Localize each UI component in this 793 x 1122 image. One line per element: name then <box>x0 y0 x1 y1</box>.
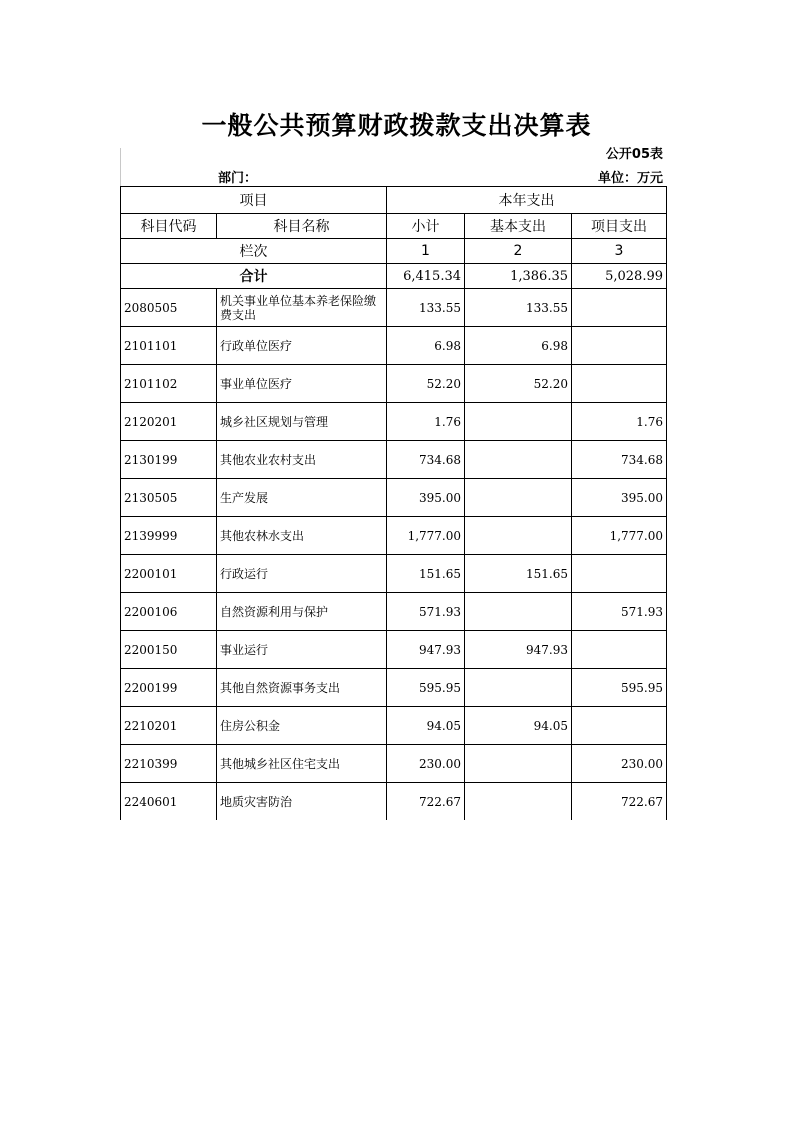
row-code: 2101101 <box>121 327 217 365</box>
row-basic <box>465 669 572 707</box>
row-basic <box>465 479 572 517</box>
table-row <box>121 403 667 441</box>
row-basic: 94.05 <box>465 707 572 745</box>
row-code: 2210201 <box>121 707 217 745</box>
row-basic <box>465 783 572 821</box>
table-row <box>121 783 667 821</box>
row-subtotal: 947.93 <box>387 631 465 669</box>
row-name: 其他农业农村支出 <box>217 441 387 479</box>
total-row <box>121 264 667 289</box>
row-basic <box>465 441 572 479</box>
unit-label: 单位：万元 <box>597 171 663 186</box>
row-code: 2130505 <box>121 479 217 517</box>
row-subtotal: 52.20 <box>387 365 465 403</box>
row-basic: 133.55 <box>465 289 572 327</box>
header-row-3 <box>121 239 667 264</box>
total-label: 合计 <box>121 264 387 289</box>
row-basic <box>465 593 572 631</box>
row-subtotal: 1.76 <box>387 403 465 441</box>
row-name: 行政单位医疗 <box>217 327 387 365</box>
row-basic: 947.93 <box>465 631 572 669</box>
row-project: 395.00 <box>572 479 667 517</box>
row-name: 生产发展 <box>217 479 387 517</box>
row-name: 其他农林水支出 <box>217 517 387 555</box>
table-row <box>121 631 667 669</box>
row-subtotal: 734.68 <box>387 441 465 479</box>
table-row <box>121 707 667 745</box>
header-basic: 基本支出 <box>465 214 572 239</box>
row-name: 事业运行 <box>217 631 387 669</box>
row-code: 2130199 <box>121 441 217 479</box>
row-project <box>572 365 667 403</box>
header-subtotal: 小计 <box>387 214 465 239</box>
department-label: 部门： <box>218 171 258 186</box>
row-project: 595.95 <box>572 669 667 707</box>
table-row <box>121 441 667 479</box>
row-project: 1,777.00 <box>572 517 667 555</box>
row-subtotal: 133.55 <box>387 289 465 327</box>
row-code: 2240601 <box>121 783 217 821</box>
total-subtotal: 6,415.34 <box>387 264 465 289</box>
row-project <box>572 327 667 365</box>
row-project: 1.76 <box>572 403 667 441</box>
table-row <box>121 479 667 517</box>
expenditure-table <box>120 186 667 820</box>
row-basic: 151.65 <box>465 555 572 593</box>
row-code: 2101102 <box>121 365 217 403</box>
row-code: 2210399 <box>121 745 217 783</box>
row-project: 722.67 <box>572 783 667 821</box>
table-row <box>121 669 667 707</box>
row-subtotal: 1,777.00 <box>387 517 465 555</box>
row-subtotal: 722.67 <box>387 783 465 821</box>
row-subtotal: 230.00 <box>387 745 465 783</box>
row-code: 2200199 <box>121 669 217 707</box>
column-label: 栏次 <box>121 239 387 264</box>
header-row-2 <box>121 214 667 239</box>
table-row <box>121 365 667 403</box>
row-project: 230.00 <box>572 745 667 783</box>
row-basic <box>465 745 572 783</box>
row-name: 住房公积金 <box>217 707 387 745</box>
row-project <box>572 707 667 745</box>
row-project: 571.93 <box>572 593 667 631</box>
row-name: 其他城乡社区住宅支出 <box>217 745 387 783</box>
row-subtotal: 6.98 <box>387 327 465 365</box>
row-code: 2139999 <box>121 517 217 555</box>
row-code: 2120201 <box>121 403 217 441</box>
row-subtotal: 595.95 <box>387 669 465 707</box>
row-code: 2200106 <box>121 593 217 631</box>
header-code: 科目代码 <box>121 214 217 239</box>
row-name: 地质灾害防治 <box>217 783 387 821</box>
form-number: 公开05表 <box>605 147 663 162</box>
row-project <box>572 555 667 593</box>
row-code: 2200150 <box>121 631 217 669</box>
row-basic: 52.20 <box>465 365 572 403</box>
row-name: 城乡社区规划与管理 <box>217 403 387 441</box>
total-basic: 1,386.35 <box>465 264 572 289</box>
header-name: 科目名称 <box>217 214 387 239</box>
row-basic <box>465 403 572 441</box>
col-2: 2 <box>465 239 572 264</box>
row-basic: 6.98 <box>465 327 572 365</box>
row-code: 2080505 <box>121 289 217 327</box>
header-project-exp: 项目支出 <box>572 214 667 239</box>
row-name: 事业单位医疗 <box>217 365 387 403</box>
col-3: 3 <box>572 239 667 264</box>
table-row <box>121 555 667 593</box>
row-project <box>572 631 667 669</box>
row-name: 行政运行 <box>217 555 387 593</box>
row-project <box>572 289 667 327</box>
report-title: 一般公共预算财政拨款支出决算表 <box>201 111 592 140</box>
total-project: 5,028.99 <box>572 264 667 289</box>
row-project: 734.68 <box>572 441 667 479</box>
header-project: 项目 <box>121 187 387 214</box>
table-row <box>121 593 667 631</box>
row-subtotal: 395.00 <box>387 479 465 517</box>
row-subtotal: 94.05 <box>387 707 465 745</box>
row-name: 其他自然资源事务支出 <box>217 669 387 707</box>
row-basic <box>465 517 572 555</box>
col-1: 1 <box>387 239 465 264</box>
table-row <box>121 517 667 555</box>
row-name: 自然资源利用与保护 <box>217 593 387 631</box>
table-row <box>121 289 667 327</box>
table-row <box>121 327 667 365</box>
row-subtotal: 151.65 <box>387 555 465 593</box>
table-row <box>121 745 667 783</box>
header-row-1 <box>121 187 667 214</box>
left-rule <box>120 148 121 186</box>
header-current-year: 本年支出 <box>387 187 667 214</box>
row-code: 2200101 <box>121 555 217 593</box>
row-subtotal: 571.93 <box>387 593 465 631</box>
row-name: 机关事业单位基本养老保险缴费支出 <box>217 289 387 327</box>
